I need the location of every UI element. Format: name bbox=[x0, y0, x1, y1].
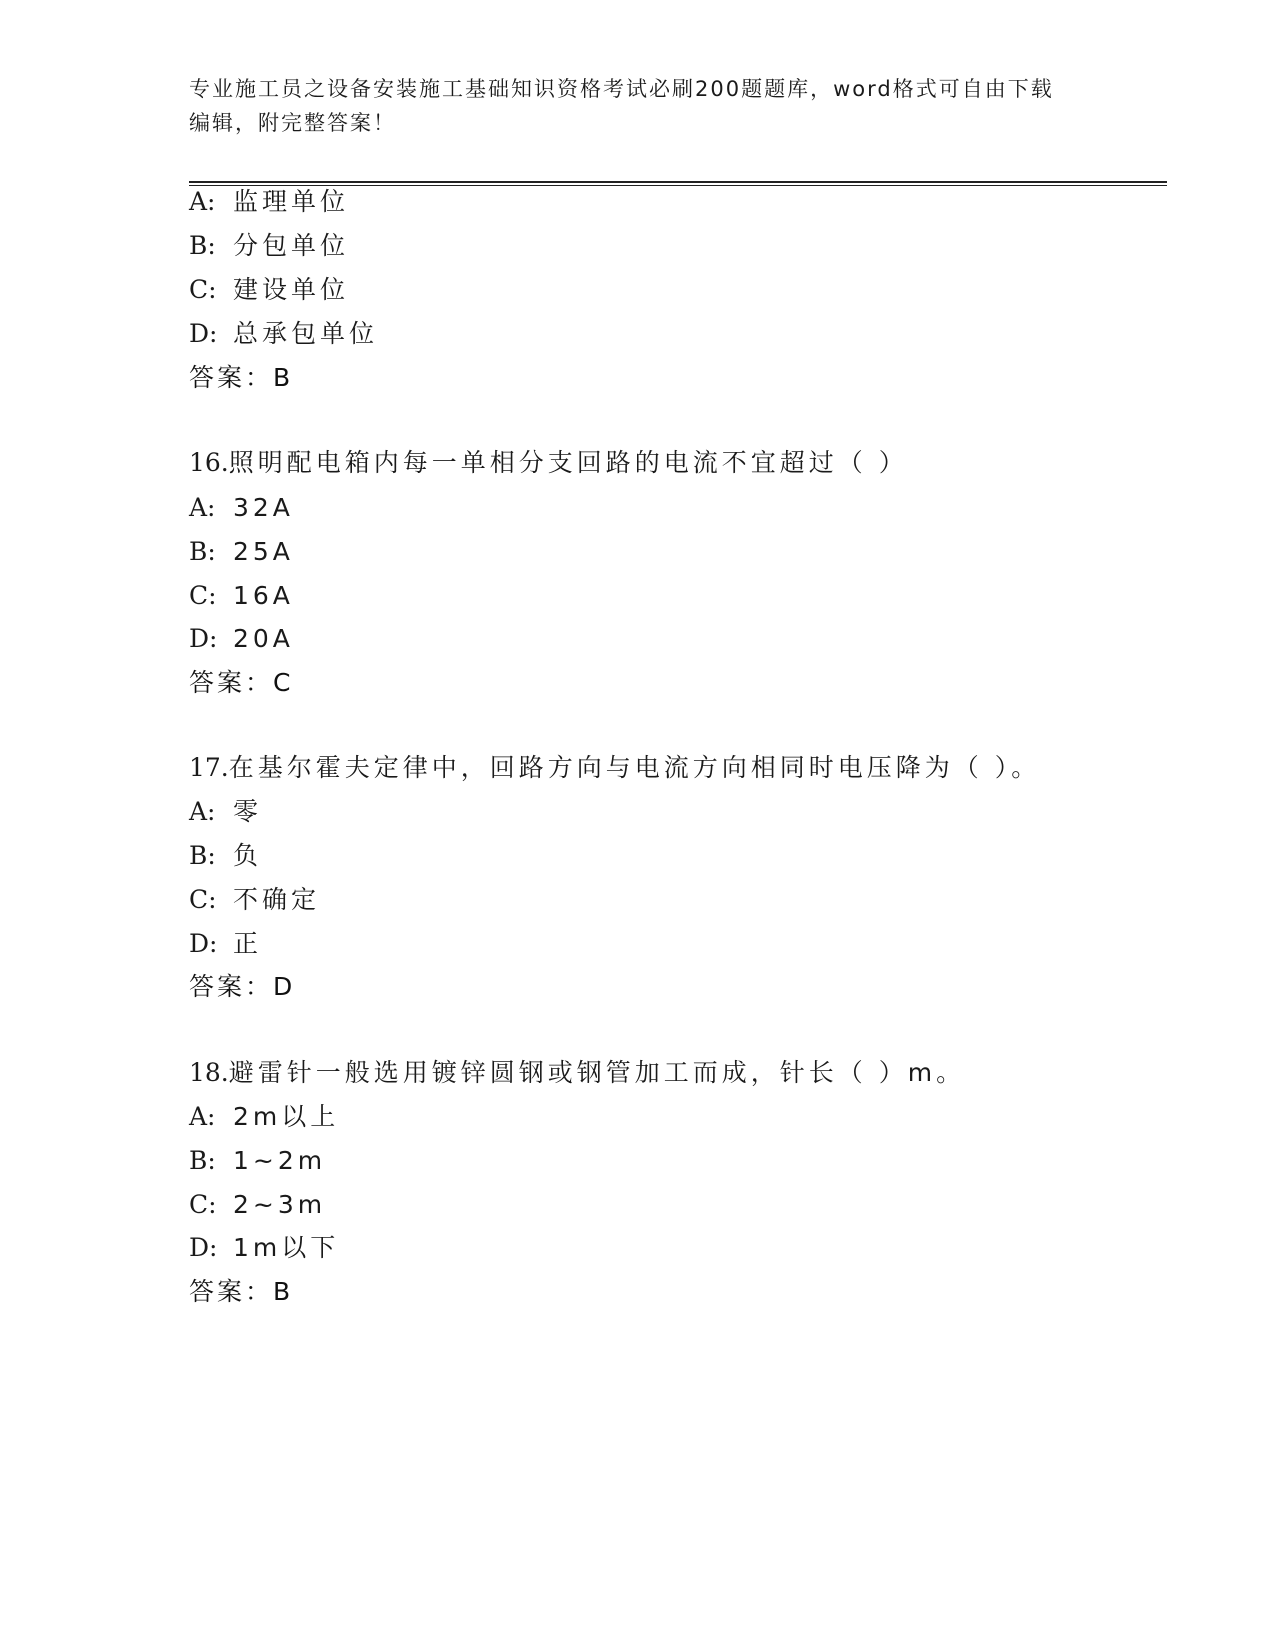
option-letter: B: bbox=[189, 841, 216, 870]
answer-line bbox=[189, 970, 294, 1004]
option-text: 建设单位 bbox=[233, 275, 350, 304]
option-text: 不确定 bbox=[233, 885, 321, 914]
option-b bbox=[189, 229, 349, 263]
option-letter: C: bbox=[189, 1190, 217, 1219]
answer-label: 答案： bbox=[189, 972, 274, 1001]
answer-line bbox=[189, 1275, 292, 1309]
option-letter: D: bbox=[189, 319, 218, 348]
answer-label: 答案： bbox=[189, 363, 274, 392]
option-letter: B: bbox=[189, 231, 216, 260]
option-letter: A: bbox=[189, 1102, 216, 1131]
answer-line bbox=[189, 666, 292, 700]
option-text: 1~2m bbox=[233, 1146, 327, 1175]
question-text: 在基尔霍夫定律中，回路方向与电流方向相同时电压降为（ ）。 bbox=[228, 753, 1041, 782]
answer-label: 答案： bbox=[189, 1277, 274, 1306]
option-c bbox=[189, 883, 320, 917]
option-text: 25A bbox=[233, 537, 294, 566]
question-number: 17. bbox=[189, 753, 229, 782]
answer-label: 答案： bbox=[189, 668, 274, 697]
option-letter: B: bbox=[189, 537, 216, 566]
question-number: 18. bbox=[189, 1058, 229, 1087]
option-letter: A: bbox=[189, 797, 216, 826]
option-b bbox=[189, 839, 262, 873]
option-letter: D: bbox=[189, 624, 218, 653]
option-letter: A: bbox=[189, 493, 216, 522]
option-letter: C: bbox=[189, 581, 217, 610]
option-b bbox=[189, 1144, 326, 1178]
document-header: 专业施工员之设备安装施工基础知识资格考试必刷200题题库，word格式可自由下载编辑，附完整答案！ bbox=[189, 77, 1054, 135]
answer-value: D bbox=[273, 972, 295, 1001]
question-stem bbox=[189, 446, 908, 480]
option-d bbox=[189, 927, 262, 961]
option-a bbox=[189, 491, 294, 525]
answer-value: C bbox=[273, 668, 293, 697]
option-letter: B: bbox=[189, 1146, 216, 1175]
option-c bbox=[189, 273, 349, 307]
option-letter: A: bbox=[189, 187, 216, 216]
option-c bbox=[189, 579, 294, 613]
option-d bbox=[189, 317, 378, 351]
option-a bbox=[189, 795, 262, 829]
option-a bbox=[189, 1100, 339, 1134]
option-b bbox=[189, 535, 294, 569]
question-number: 16. bbox=[189, 448, 229, 477]
option-letter: D: bbox=[189, 929, 218, 958]
option-text: 2m以上 bbox=[233, 1102, 340, 1131]
option-text: 负 bbox=[233, 841, 263, 870]
option-text: 总承包单位 bbox=[233, 319, 379, 348]
option-text: 分包单位 bbox=[233, 231, 350, 260]
answer-value: B bbox=[273, 363, 293, 392]
option-text: 2~3m bbox=[233, 1190, 327, 1219]
option-d bbox=[189, 622, 294, 656]
option-letter: D: bbox=[189, 1233, 218, 1262]
option-text: 零 bbox=[233, 797, 263, 826]
option-letter: C: bbox=[189, 885, 217, 914]
answer-value: B bbox=[273, 1277, 293, 1306]
question-text: 照明配电箱内每一单相分支回路的电流不宜超过（ ） bbox=[228, 448, 908, 477]
option-text: 32A bbox=[233, 493, 294, 522]
option-d bbox=[189, 1231, 339, 1265]
option-letter: C: bbox=[189, 275, 217, 304]
answer-line bbox=[189, 361, 292, 395]
option-text: 20A bbox=[233, 624, 294, 653]
option-c bbox=[189, 1188, 326, 1222]
question-stem bbox=[189, 1056, 965, 1090]
question-stem bbox=[189, 751, 1040, 785]
option-a bbox=[189, 185, 349, 219]
option-text: 监理单位 bbox=[233, 187, 350, 216]
option-text: 正 bbox=[233, 929, 263, 958]
question-text: 避雷针一般选用镀锌圆钢或钢管加工而成，针长（ ）m。 bbox=[228, 1058, 966, 1087]
option-text: 16A bbox=[233, 581, 294, 610]
option-text: 1m以下 bbox=[233, 1233, 340, 1262]
